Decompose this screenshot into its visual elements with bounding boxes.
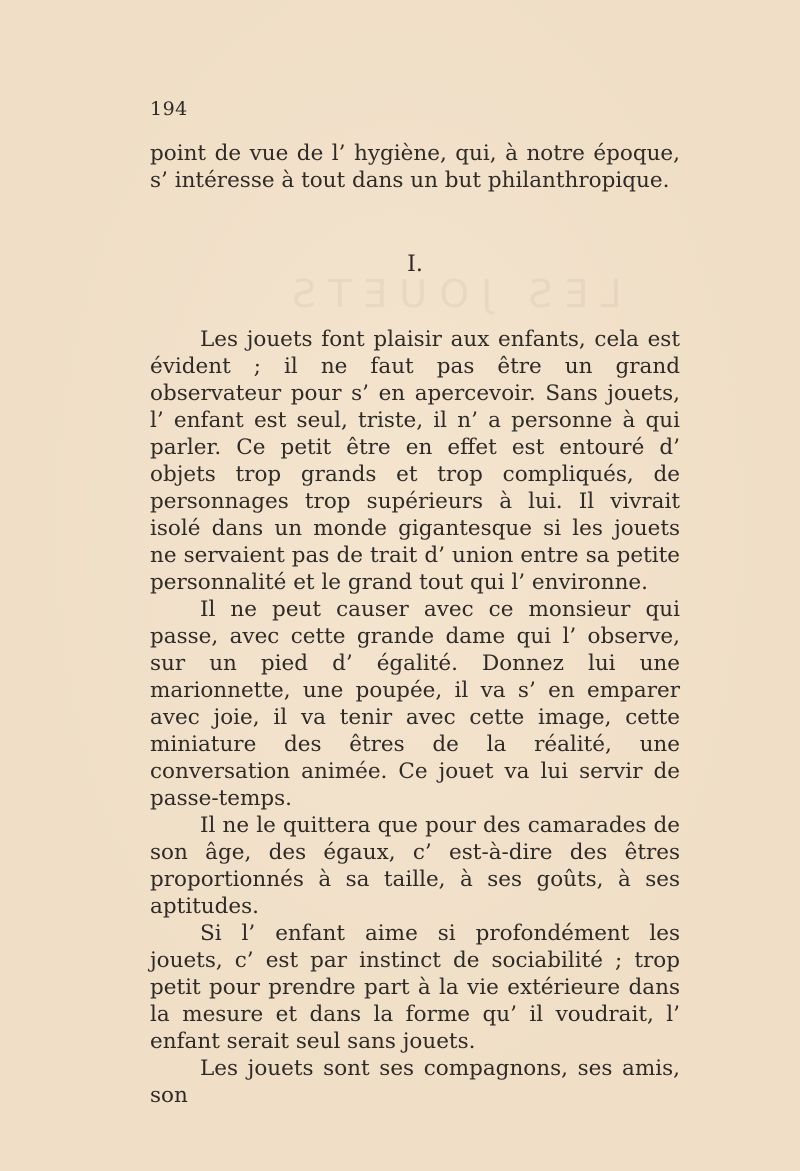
body-text — [150, 326, 680, 1109]
paragraph: Il ne peut causer avec ce monsieur qui passe, avec cette grande dame qui l’ observe, sur un pied d’ égalité. Donnez lui une marionnette, une poupée, il va s’ en emparer avec joie, il va tenir avec cette image, cette miniature des êtres de la réalité, une conversation animée. Ce jouet va lui servir de passe-temps. — [150, 597, 680, 811]
page-number: 194 — [150, 98, 188, 120]
paragraph: Il ne le quittera que pour des camarades de son âge, des égaux, c’ est-à-dire des êtres proportionnés à sa taille, à ses goûts, à ses aptitudes. — [150, 813, 680, 919]
section-heading: I. — [407, 252, 423, 277]
paragraph: Les jouets font plaisir aux enfants, cela est évident ; il ne faut pas être un grand observateur pour s’ en apercevoir. Sans jouets, l’ enfant est seul, triste, il n’ a personne à qui parler. Ce petit être en effet est entouré d’ objets trop grands et trop compliqués, de personnages trop supérieurs à lui. Il vivrait isolé dans un monde gigantesque si les jouets ne servaient pas de trait d’ union entre sa petite personnalité et le grand tout qui l’ environne. — [150, 327, 680, 595]
paragraph: Si l’ enfant aime si profondément les jouets, c’ est par instinct de sociabilité ; trop petit pour prendre part à la vie extérieure dans la mesure et dans la forme qu’ il voudrait, l’ enfant serait seul sans jouets. — [150, 921, 680, 1054]
paragraph: Les jouets sont ses compagnons, ses amis, son — [150, 1056, 680, 1108]
show-through-title: LES JOUETS — [280, 272, 622, 316]
intro-text: point de vue de l’ hygiène, qui, à notre époque, s’ intéresse à tout dans un but philanthropique. — [150, 141, 680, 193]
intro-paragraph — [150, 140, 680, 194]
